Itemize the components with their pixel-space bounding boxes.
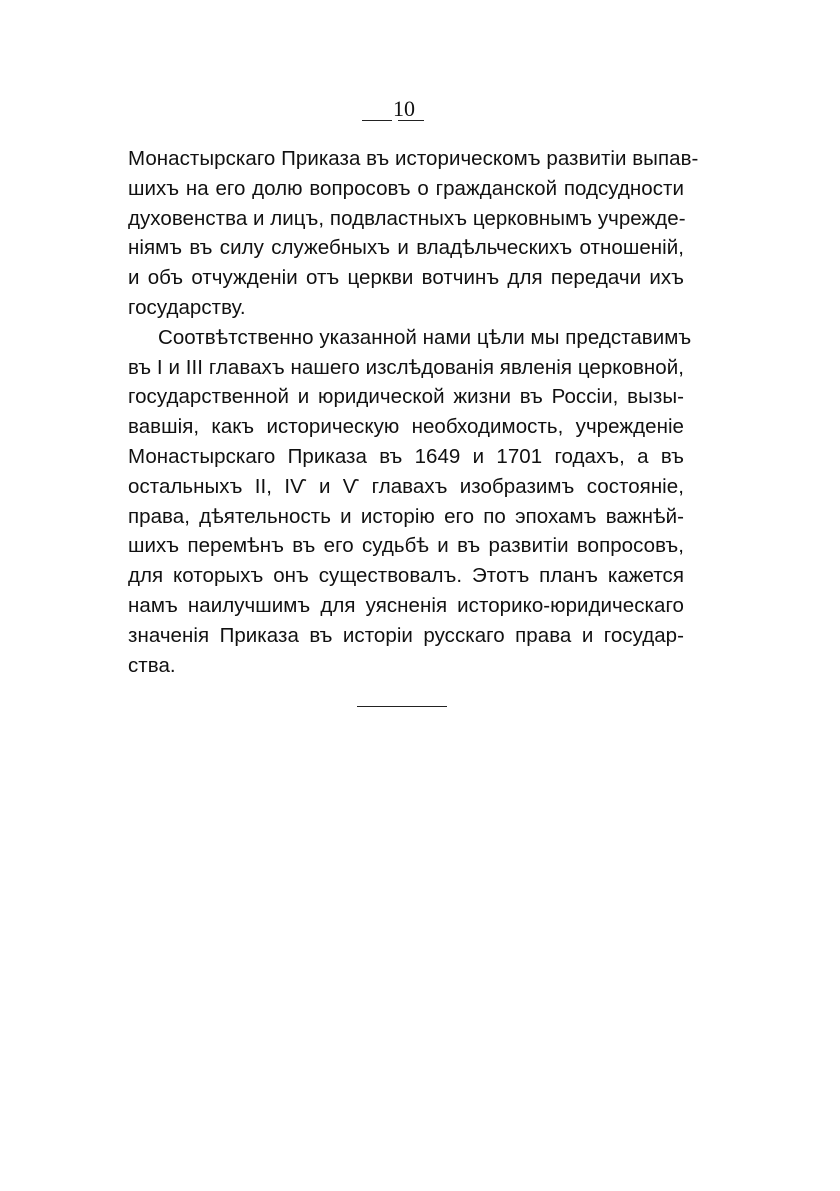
text-line: шихъ перемѣнъ въ его судьбѣ и въ развитіи вопросовъ, [128, 534, 684, 558]
text-line: государственной и юридической жизни въ Россіи, вызы- [128, 385, 684, 409]
page-number: 10 [393, 96, 415, 121]
text-line: Монастырскаго Приказа въ историческомъ развитіи выпав- [128, 147, 699, 170]
paragraph-2 [128, 323, 692, 681]
text-line: значенія Приказа въ исторіи русскаго права и государ- [128, 623, 684, 647]
text-line: въ I и III главахъ нашего изслѣдованія явленія церковной, [128, 355, 684, 379]
header-rule-left [362, 120, 392, 121]
text-line: государству. [128, 295, 246, 319]
text-line: Соотвѣтственно указанной нами цѣли мы представимъ [158, 325, 692, 349]
text-line: намъ наилучшимъ для уясненія историко-юридическаго [128, 593, 684, 617]
section-end-rule [357, 706, 447, 707]
header-rule-right [398, 120, 424, 121]
page-header [0, 98, 840, 128]
text-line: остальныхъ II, IѴ и Ѵ главахъ изобразимъ состояніе, [128, 474, 684, 498]
text-line: ства. [128, 653, 176, 677]
text-line: для которыхъ онъ существовалъ. Этотъ планъ кажется [128, 564, 684, 588]
body-text [128, 144, 699, 680]
text-line: ніямъ въ силу служебныхъ и владѣльческихъ отношеній, [128, 236, 684, 260]
text-line: вавшія, какъ историческую необходимость, учрежденіе [128, 415, 684, 439]
paragraph-1 [128, 144, 699, 323]
text-line: Монастырскаго Приказа въ 1649 и 1701 годахъ, а въ [128, 444, 684, 468]
text-line: шихъ на его долю вопросовъ о гражданской подсудности [128, 176, 684, 200]
text-line: и объ отчужденіи отъ церкви вотчинъ для передачи ихъ [128, 266, 684, 290]
text-line: права, дѣятельность и исторію его по эпохамъ важнѣй- [128, 504, 684, 528]
text-line: духовенства и лицъ, подвластныхъ церковнымъ учрежде- [128, 206, 686, 230]
